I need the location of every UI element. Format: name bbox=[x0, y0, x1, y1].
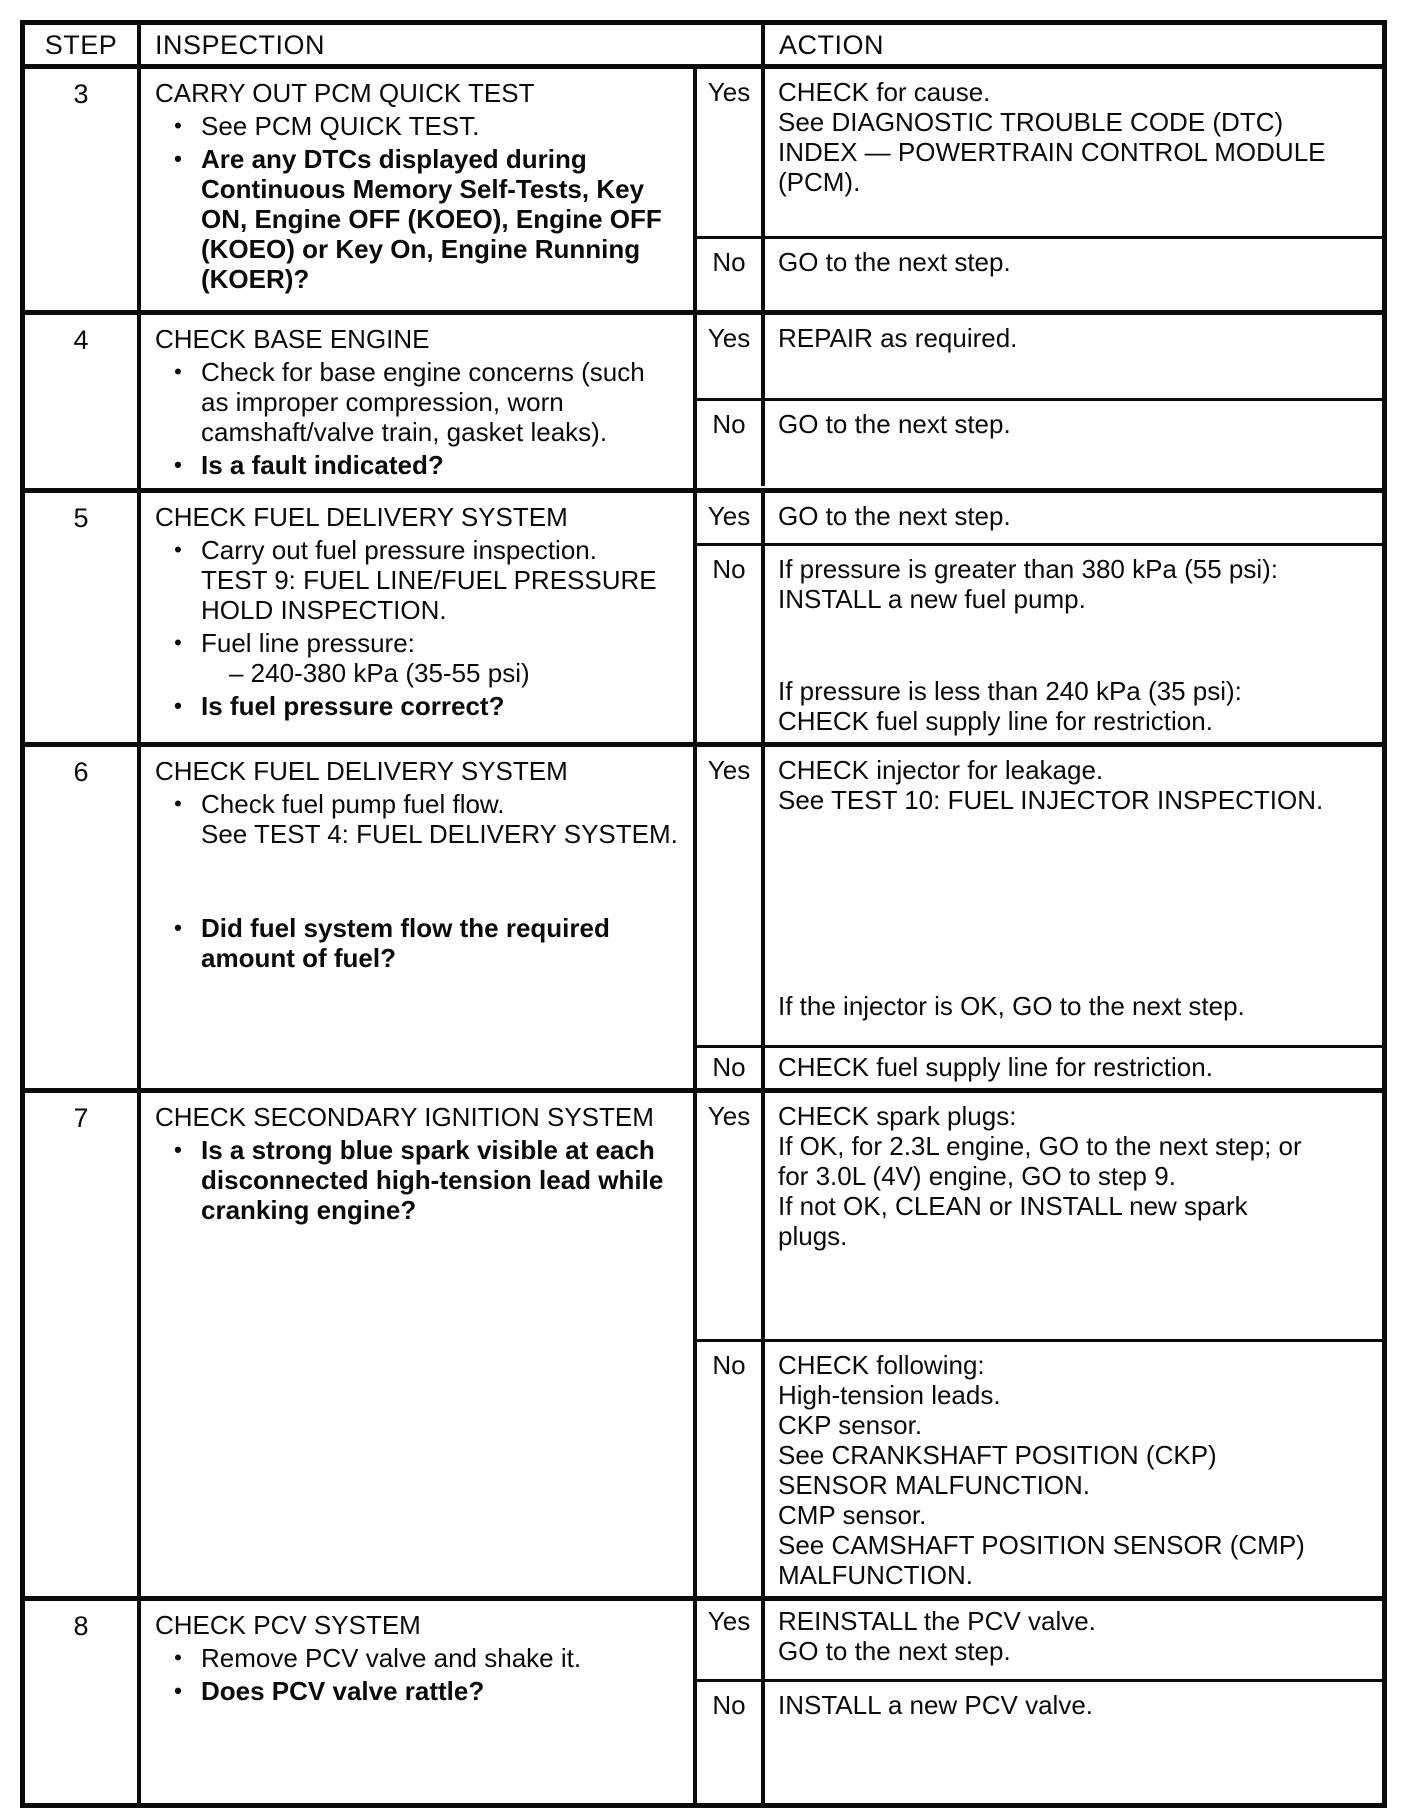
branch-no bbox=[697, 1045, 1382, 1088]
branch-label: No bbox=[697, 1682, 765, 1803]
branch-yes bbox=[697, 315, 1382, 398]
action-line: INDEX — POWERTRAIN CONTROL MODULE bbox=[778, 137, 1326, 167]
step-number: 6 bbox=[25, 747, 141, 1088]
spec-sub-line: – 240-380 kPa (35-55 psi) bbox=[229, 658, 530, 688]
branch-label: No bbox=[697, 1342, 765, 1596]
action-cell bbox=[765, 493, 1382, 543]
action-paragraph bbox=[778, 77, 1376, 197]
branch-yes bbox=[697, 747, 1382, 1045]
action-line: If the injector is OK, GO to the next step. bbox=[778, 991, 1245, 1021]
action-paragraph bbox=[778, 323, 1376, 353]
bullet-line: Continuous Memory Self-Tests, Key bbox=[201, 174, 645, 204]
bullet-line: amount of fuel? bbox=[201, 943, 396, 973]
bullet-line: camshaft/valve train, gasket leaks). bbox=[201, 417, 608, 447]
branch-yes bbox=[697, 1601, 1382, 1679]
bullet-line: Is a strong blue spark visible at each bbox=[201, 1135, 655, 1165]
action-line: See DIAGNOSTIC TROUBLE CODE (DTC) bbox=[778, 107, 1284, 137]
bullet-item bbox=[155, 357, 683, 447]
inspection-cell bbox=[141, 1601, 697, 1803]
bullet-dot: • bbox=[174, 915, 182, 940]
bullet-line: Is fuel pressure correct? bbox=[201, 691, 505, 721]
action-cell bbox=[765, 401, 1382, 486]
bullet-line: HOLD INSPECTION. bbox=[201, 595, 447, 625]
bullet-item bbox=[155, 450, 683, 480]
action-line: CMP sensor. bbox=[778, 1500, 927, 1530]
branch-yes bbox=[697, 493, 1382, 543]
action-line: If OK, for 2.3L engine, GO to the next step; or bbox=[778, 1131, 1302, 1161]
bullet-line: (KOER)? bbox=[201, 264, 310, 294]
action-line: for 3.0L (4V) engine, GO to step 9. bbox=[778, 1161, 1176, 1191]
action-paragraph bbox=[778, 409, 1376, 439]
branch-no bbox=[697, 543, 1382, 742]
branch-label: Yes bbox=[697, 69, 765, 236]
branch-no bbox=[697, 236, 1382, 310]
branch-yes bbox=[697, 1093, 1382, 1339]
inspection-cell bbox=[141, 493, 697, 742]
bullet-line: Remove PCV valve and shake it. bbox=[201, 1643, 582, 1673]
branch-label: No bbox=[697, 401, 765, 486]
action-line: (PCM). bbox=[778, 167, 861, 197]
bullet-line: (KOEO) or Key On, Engine Running bbox=[201, 234, 641, 264]
bullet-line: Is a fault indicated? bbox=[201, 450, 444, 480]
action-line: See CAMSHAFT POSITION SENSOR (CMP) bbox=[778, 1530, 1305, 1560]
bullet-line: Check fuel pump fuel flow. bbox=[201, 789, 505, 819]
action-line: If pressure is greater than 380 kPa (55 psi): bbox=[778, 554, 1279, 584]
bullet-line: as improper compression, worn bbox=[201, 387, 564, 417]
action-line: GO to the next step. bbox=[778, 501, 1011, 531]
action-line: CHECK following: bbox=[778, 1350, 985, 1380]
action-cell bbox=[765, 1601, 1382, 1679]
action-line: If pressure is less than 240 kPa (35 psi): bbox=[778, 676, 1242, 706]
bullet-item bbox=[155, 144, 683, 294]
header-inspection: INSPECTION bbox=[141, 25, 765, 64]
bullet-item bbox=[155, 1135, 683, 1225]
branch-label: No bbox=[697, 546, 765, 742]
bullet-dot: • bbox=[174, 791, 182, 816]
bullet-dot: • bbox=[174, 1645, 182, 1670]
action-cell bbox=[765, 1342, 1382, 1596]
header-step: STEP bbox=[25, 25, 141, 64]
branches bbox=[697, 1093, 1382, 1596]
header-action: ACTION bbox=[779, 30, 885, 60]
action-line: CHECK fuel supply line for restriction. bbox=[778, 1052, 1213, 1082]
action-cell bbox=[765, 1682, 1382, 1803]
step-number: 4 bbox=[25, 315, 141, 488]
bullet-item bbox=[155, 1676, 683, 1706]
step-row-8 bbox=[25, 1601, 1382, 1803]
step-row-7 bbox=[25, 1093, 1382, 1601]
action-cell bbox=[765, 747, 1382, 1045]
bullet-line: Does PCV valve rattle? bbox=[201, 1676, 485, 1706]
bullet-item bbox=[155, 628, 683, 688]
bullet-line: Fuel line pressure: bbox=[201, 628, 415, 658]
branch-yes bbox=[697, 69, 1382, 236]
bullet-dot: • bbox=[174, 359, 182, 384]
bullet-item bbox=[155, 691, 683, 721]
action-paragraph bbox=[778, 991, 1376, 1021]
bullet-line: Are any DTCs displayed during bbox=[201, 144, 587, 174]
action-line: CHECK spark plugs: bbox=[778, 1101, 1017, 1131]
action-line: If not OK, CLEAN or INSTALL new spark bbox=[778, 1191, 1248, 1221]
action-paragraph bbox=[778, 501, 1376, 531]
branch-label: Yes bbox=[697, 1601, 765, 1679]
diagnostic-table bbox=[20, 20, 1387, 1808]
bullet-line: Did fuel system flow the required bbox=[201, 913, 610, 943]
action-paragraph bbox=[778, 1690, 1376, 1720]
branch-label: Yes bbox=[697, 1093, 765, 1339]
branch-label: Yes bbox=[697, 493, 765, 543]
action-cell bbox=[765, 69, 1382, 236]
action-line: See TEST 10: FUEL INJECTOR INSPECTION. bbox=[778, 785, 1324, 815]
branches bbox=[697, 747, 1382, 1088]
inspection-title: CHECK FUEL DELIVERY SYSTEM bbox=[155, 502, 568, 532]
step-row-3 bbox=[25, 69, 1382, 315]
branch-label: Yes bbox=[697, 315, 765, 398]
step-number: 7 bbox=[25, 1093, 141, 1596]
branch-label: Yes bbox=[697, 747, 765, 1045]
step-number: 3 bbox=[25, 69, 141, 310]
inspection-title: CHECK FUEL DELIVERY SYSTEM bbox=[155, 756, 568, 786]
action-paragraph bbox=[778, 676, 1376, 736]
action-line: GO to the next step. bbox=[778, 1636, 1011, 1666]
action-line: SENSOR MALFUNCTION. bbox=[778, 1470, 1091, 1500]
step-number: 8 bbox=[25, 1601, 141, 1803]
bullet-line: cranking engine? bbox=[201, 1195, 417, 1225]
action-line: plugs. bbox=[778, 1221, 848, 1251]
bullet-dot: • bbox=[174, 1137, 182, 1162]
branches bbox=[697, 1601, 1382, 1803]
action-line: See CRANKSHAFT POSITION (CKP) bbox=[778, 1440, 1217, 1470]
action-line: CHECK injector for leakage. bbox=[778, 755, 1104, 785]
branch-label: No bbox=[697, 1048, 765, 1088]
step-number: 5 bbox=[25, 493, 141, 742]
action-paragraph bbox=[778, 554, 1376, 614]
bullet-line: See PCM QUICK TEST. bbox=[201, 111, 480, 141]
bullet-dot: • bbox=[174, 630, 182, 655]
action-line: INSTALL a new fuel pump. bbox=[778, 584, 1086, 614]
action-paragraph bbox=[778, 247, 1376, 277]
action-line: GO to the next step. bbox=[778, 409, 1011, 439]
table-header-row bbox=[25, 25, 1382, 69]
inspection-title: CHECK SECONDARY IGNITION SYSTEM bbox=[155, 1102, 654, 1132]
inspection-title: CHECK PCV SYSTEM bbox=[155, 1610, 421, 1640]
action-line: REPAIR as required. bbox=[778, 323, 1018, 353]
bullet-line: Check for base engine concerns (such bbox=[201, 357, 645, 387]
branch-no bbox=[697, 1339, 1382, 1596]
bullet-dot: • bbox=[174, 452, 182, 477]
branch-no bbox=[697, 398, 1382, 486]
bullet-item bbox=[155, 913, 683, 973]
action-paragraph bbox=[778, 755, 1376, 815]
inspection-cell bbox=[141, 69, 697, 310]
inspection-cell bbox=[141, 747, 697, 1088]
action-paragraph bbox=[778, 1052, 1376, 1082]
action-line: REINSTALL the PCV valve. bbox=[778, 1606, 1096, 1636]
action-paragraph bbox=[778, 1101, 1376, 1251]
bullet-line: TEST 9: FUEL LINE/FUEL PRESSURE bbox=[201, 565, 657, 595]
action-line: High-tension leads. bbox=[778, 1380, 1001, 1410]
action-cell bbox=[765, 239, 1382, 310]
inspection-title: CHECK BASE ENGINE bbox=[155, 324, 430, 354]
bullet-item bbox=[155, 111, 683, 141]
branch-label: No bbox=[697, 239, 765, 310]
branches bbox=[697, 493, 1382, 742]
bullet-line: ON, Engine OFF (KOEO), Engine OFF bbox=[201, 204, 662, 234]
action-paragraph bbox=[778, 1350, 1376, 1590]
action-line: GO to the next step. bbox=[778, 247, 1011, 277]
bullet-item bbox=[155, 789, 683, 849]
branches bbox=[697, 69, 1382, 310]
bullet-dot: • bbox=[174, 1678, 182, 1703]
action-paragraph bbox=[778, 1606, 1376, 1666]
bullet-dot: • bbox=[174, 146, 182, 171]
inspection-cell bbox=[141, 315, 697, 488]
step-row-4 bbox=[25, 315, 1382, 493]
inspection-title: CARRY OUT PCM QUICK TEST bbox=[155, 78, 535, 108]
bullet-item bbox=[155, 535, 683, 625]
step-row-6 bbox=[25, 747, 1382, 1093]
bullet-dot: • bbox=[174, 693, 182, 718]
action-cell bbox=[765, 1093, 1382, 1339]
bullet-line: Carry out fuel pressure inspection. bbox=[201, 535, 597, 565]
action-line: INSTALL a new PCV valve. bbox=[778, 1690, 1094, 1720]
action-cell bbox=[765, 1048, 1382, 1088]
bullet-line: See TEST 4: FUEL DELIVERY SYSTEM. bbox=[201, 819, 678, 849]
branches bbox=[697, 315, 1382, 488]
action-line: CHECK fuel supply line for restriction. bbox=[778, 706, 1213, 736]
inspection-cell bbox=[141, 1093, 697, 1596]
bullet-line: disconnected high-tension lead while bbox=[201, 1165, 664, 1195]
step-row-5 bbox=[25, 493, 1382, 747]
bullet-dot: • bbox=[174, 537, 182, 562]
bullet-item bbox=[155, 1643, 683, 1673]
branch-no bbox=[697, 1679, 1382, 1803]
action-line: MALFUNCTION. bbox=[778, 1560, 973, 1590]
action-line: CKP sensor. bbox=[778, 1410, 923, 1440]
bullet-dot: • bbox=[174, 113, 182, 138]
action-line: CHECK for cause. bbox=[778, 77, 991, 107]
action-cell bbox=[765, 546, 1382, 742]
action-cell bbox=[765, 315, 1382, 398]
